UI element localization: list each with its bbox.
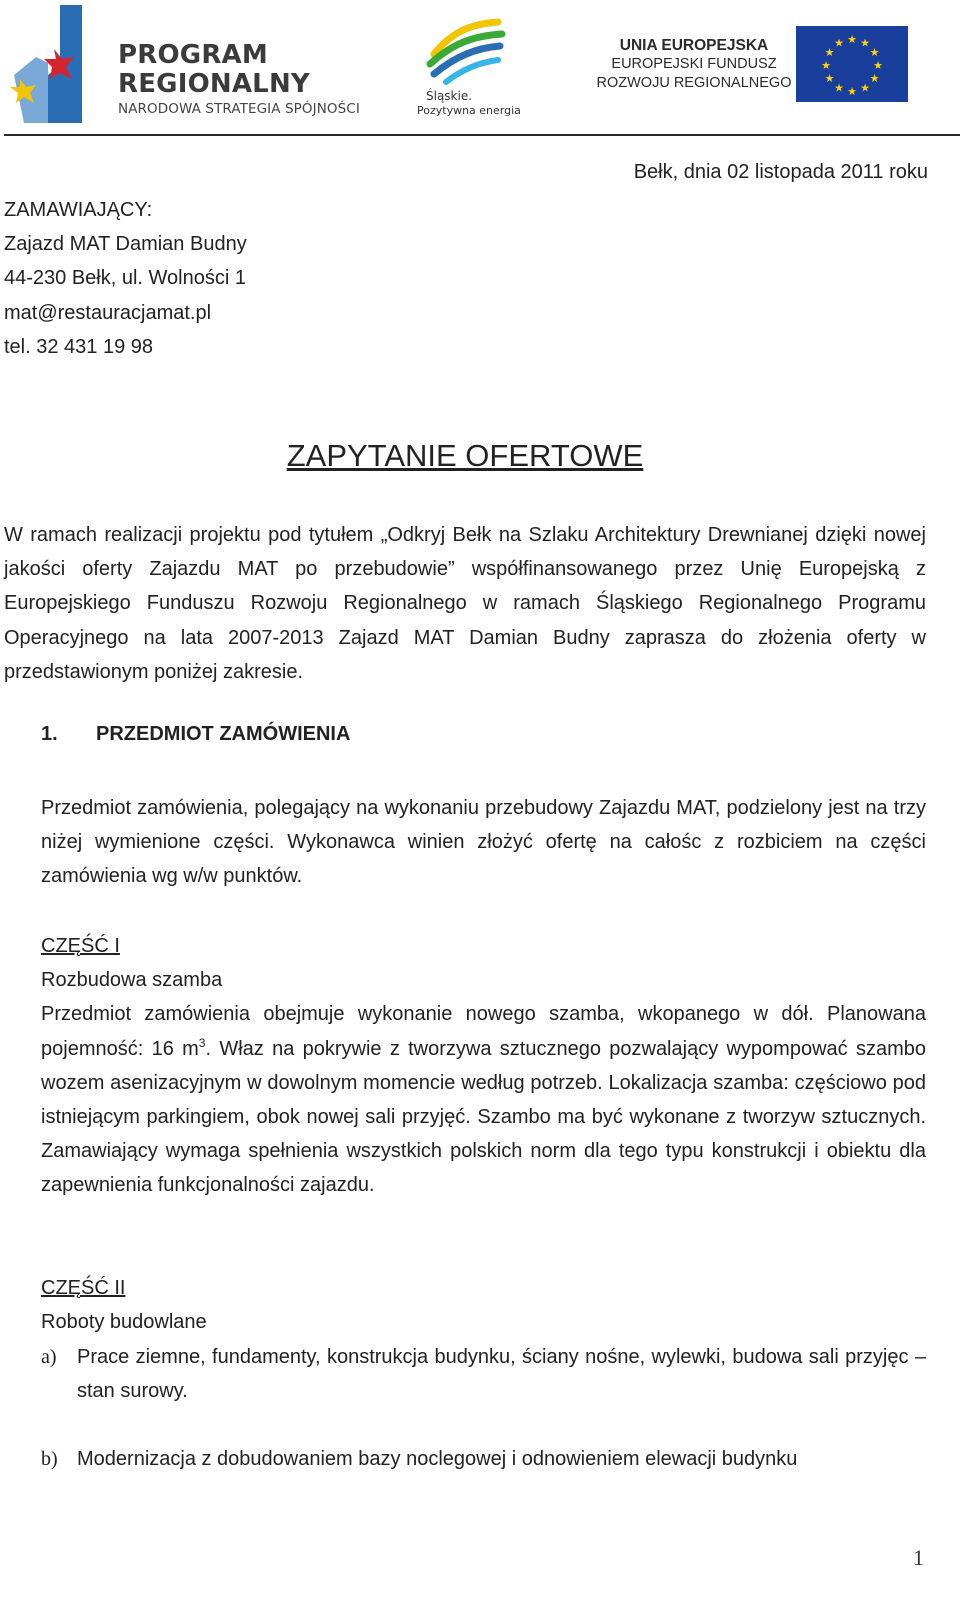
place-date: Bełk, dnia 02 listopada 2011 roku [633, 161, 928, 183]
part1-text-a: Przedmiot zamówienia obejmuje wykonanie nowego szamba, wkopanego w dół. Planowana pojemność: 16 m [41, 1003, 926, 1060]
part1-heading: CZĘŚĆ I [41, 935, 120, 957]
section-title: PRZEDMIOT ZAMÓWIENIA [96, 723, 351, 745]
section-heading [41, 723, 350, 746]
program-logo-line1: PROGRAM [118, 40, 268, 70]
part2-heading: CZĘŚĆ II [41, 1277, 126, 1299]
eu-logo-line2: EUROPEJSKI FUNDUSZ [611, 56, 777, 72]
list-marker: b) [41, 1448, 58, 1470]
page-number: 1 [913, 1545, 924, 1570]
contact-phone: tel. 32 431 19 98 [4, 335, 154, 358]
svg-text:★: ★ [847, 85, 857, 98]
part1-block [41, 929, 926, 1203]
slaskie-waves-icon [412, 14, 522, 90]
eu-logo-line3: ROZWOJU REGIONALNEGO [596, 75, 792, 91]
program-logo-line3: NARODOWA STRATEGIA SPÓJNOŚCI [118, 101, 360, 117]
list-marker: a) [41, 1346, 57, 1368]
contact-block [4, 193, 604, 364]
part1-subtitle: Rozbudowa szamba [41, 969, 223, 992]
document-title: ZAPYTANIE OFERTOWE [286, 438, 644, 473]
part1-text-b: . Właz na pokrywie z tworzywa sztucznego pozwalający wypompować szambo wozem asenizacyjnym w dowolnym momencie według potrzeb. Lokalizacja szamba: częściowo pod istniejącym parkingiem, obok nowej sali przyjęć. Szambo ma być wykonane z tworzyw sztucznych. Zamawiający wymaga spełnienia wszystkich polskich norm dla tego typu konstrukcji i obiektu dla zapewnienia funkcjonalności zajazdu. [41, 1037, 926, 1197]
svg-text:★: ★ [869, 72, 880, 85]
program-logo-line2: REGIONALNY [118, 69, 310, 99]
slaskie-logo [412, 14, 522, 122]
svg-text:★: ★ [873, 59, 883, 72]
part1-paragraph [41, 997, 926, 1202]
list-item [41, 1340, 926, 1408]
slaskie-name: Śląskie. [426, 89, 473, 103]
program-regionalny-logo [10, 5, 360, 127]
part1-sup: 3 [198, 1035, 206, 1050]
svg-text:★: ★ [824, 46, 835, 59]
svg-text:★: ★ [821, 59, 831, 72]
svg-text:★: ★ [847, 33, 857, 46]
intro-paragraph: W ramach realizacji projektu pod tytułem „Odkryj Bełk na Szlaku Architektury Drewnianej dzięki nowej jakości oferty Zajazdu MAT po przebudowie” współfinansowanego przez Unię Europejską z Europejskiego Funduszu Rozwoju Regionalnego w ramach Śląskiego Regionalnego Programu Operacyjnego na lata 2007-2013 Zajazd MAT Damian Budny zaprasza do złożenia oferty w przedstawionym poniżej zakresie. [4, 524, 926, 683]
svg-text:★: ★ [834, 81, 844, 95]
slaskie-tagline: Pozytywna energia [417, 104, 521, 117]
svg-text:★: ★ [860, 36, 870, 50]
svg-text:★: ★ [824, 72, 835, 85]
contact-address: 44-230 Bełk, ul. Wolności 1 [4, 267, 246, 290]
eu-logo [590, 26, 935, 106]
contact-name: Zajazd MAT Damian Budny [4, 233, 247, 256]
contact-label: ZAMAWIAJĄCY: [4, 199, 153, 221]
part2-block [41, 1271, 926, 1339]
eu-logo-line1: UNIA EUROPEJSKA [619, 37, 769, 54]
section-number: 1. [41, 723, 58, 745]
svg-text:★: ★ [834, 36, 844, 50]
svg-text:★: ★ [860, 81, 870, 95]
list-item [41, 1442, 926, 1476]
contact-email: mat@restauracjamat.pl [4, 301, 212, 324]
list-item-text: Prace ziemne, fundamenty, konstrukcja budynku, ściany nośne, wylewki, budowa sali przyjęc – stan surowy. [77, 1346, 926, 1403]
list-item-text: Modernizacja z dobudowaniem bazy noclegowej i odnowieniem elewacji budynku [77, 1448, 798, 1470]
program-regionalny-emblem-icon [10, 5, 110, 127]
part2-subtitle: Roboty budowlane [41, 1311, 207, 1334]
eu-flag-icon [796, 26, 908, 102]
section-paragraph: Przedmiot zamówienia, polegający na wykonaniu przebudowy Zajazdu MAT, podzielony jest na trzy niżej wymienione części. Wykonawca winien złożyć ofertę na całośc z rozbiciem na części zamówienia wg w/w punktów. [41, 797, 926, 888]
header-divider [4, 134, 960, 136]
svg-text:★: ★ [869, 46, 880, 59]
letterhead [0, 0, 960, 136]
